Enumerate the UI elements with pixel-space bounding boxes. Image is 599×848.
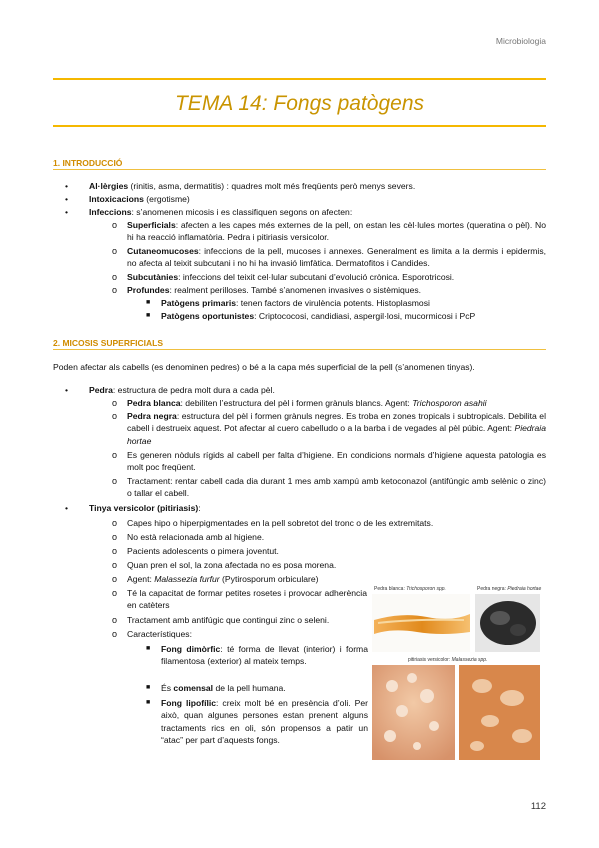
bullet: ■ (146, 684, 151, 691)
term: Patògens oportunistes (161, 311, 255, 321)
term: Infeccions (89, 207, 132, 217)
figure-caption: pitiriasis versicolor: Malassezia spp. (408, 657, 488, 663)
term: Fong lipofílic (161, 698, 217, 708)
bullet: • (65, 385, 69, 395)
title-rule-bottom (53, 125, 546, 127)
pitiriasis-photo-right (459, 665, 540, 760)
term: Pedra blanca (127, 398, 181, 408)
bullet: o (112, 574, 118, 584)
bullet: ■ (146, 312, 151, 319)
term: Pedra (89, 385, 113, 395)
section-heading-introduccio: 1. INTRODUCCIÓ (53, 158, 546, 170)
term: Superficials (127, 220, 176, 230)
item-text: : (198, 503, 201, 513)
bullet: ■ (146, 699, 151, 706)
bullet: o (112, 532, 118, 542)
bullet: o (112, 546, 118, 556)
page-title: TEMA 14: Fongs patògens (174, 92, 425, 115)
term: Pedra negra (127, 411, 177, 421)
term: Patògens primaris (161, 298, 236, 308)
agent-name: Trichosporon asahii (412, 398, 487, 408)
bullet: o (112, 476, 118, 486)
figure-photos (372, 586, 540, 760)
figure-micosis-photos (372, 586, 540, 760)
pedra-negra-photo (475, 594, 540, 652)
bullet: o (112, 398, 118, 408)
bullet: o (112, 560, 118, 570)
bullet: o (112, 285, 118, 295)
term: Cutaneomucoses (127, 246, 199, 256)
bullet: o (112, 411, 118, 421)
item-text: Tractament: rentar cabell cada dia durant 1 mes amb xampú amb ketoconazol (antifúngic amb selènic o zinc) o tallar el cabell. (127, 476, 546, 499)
bullet: o (112, 588, 118, 598)
item-text: Característiques: (127, 629, 192, 639)
item-text: : realment perilloses. També s’anomenen invasives o sistèmiques. (169, 285, 422, 295)
item-text: Pacients adolescents o pimera joventut. (127, 546, 279, 556)
item-text: : estructura del pèl i formen grànuls negres. Es troba en zones tropicals i subtropicals. Debilita el cabell i destrueix aquest. Pot afectar al cuero cabelludo o a la barba i de vegades al pèl púbic. Agent: (127, 411, 546, 434)
term: Fong dimòrfic (161, 644, 221, 654)
figure-caption: Pedra negra: Piedraia hortae (477, 586, 542, 592)
item-text: (ergotisme) (143, 194, 190, 204)
item-text: : estructura de pedra molt dura a cada pèl. (112, 385, 275, 395)
term: Intoxicacions (89, 194, 144, 204)
page-number: 112 (530, 801, 546, 812)
item-text: Capes hipo o hiperpigmentades en la pell sobretot del tronc o de les extremitats. (127, 518, 434, 528)
item-text: Quan pren el sol, la zona afectada no es posa morena. (127, 560, 337, 570)
agent-name: Malassezia furfur (154, 574, 220, 584)
item-text: (rinitis, asma, dermatitis) : quadres molt més freqüents però menys severs. (128, 181, 416, 191)
bullet: ■ (146, 299, 151, 306)
term: Profundes (127, 285, 170, 295)
bullet: • (65, 503, 69, 513)
item-text: Té la capacitat de formar petites rosetes i provocar adherència en catèters (127, 588, 367, 611)
item-text: : debiliten l’estructura del pèl i formen grànuls blancs. Agent: (180, 398, 413, 408)
figure-caption: Pedra blanca: Trichosporon spp. (374, 586, 446, 592)
item-text: : infeccions de la pell, mucoses i annexes. Generalment es limita a la dermis i epidermis, no afecta al teixit subcutani i no hi ha invasió limfàtica. Dermatofitos i Candides. (127, 246, 546, 269)
bullet: o (112, 615, 118, 625)
item-text: És (161, 683, 174, 693)
term: Tinya versicolor (pitiriasis) (89, 503, 199, 513)
bullet: • (65, 207, 69, 217)
running-header: Microbiologia (495, 36, 546, 46)
item-text: : creix molt bé en presència d’oli. Per això, quan algunes persones estan prenent alguns tractaments rics en oli, són propensos a patir un “atac” per part d’aquests fongs. (161, 698, 368, 746)
bullet: o (112, 272, 118, 282)
bullet: • (65, 181, 69, 191)
agent-name: Piedraia hortae (127, 423, 546, 446)
item-text: : infeccions del teixit cel·lular subcutani d’evolució crònica. Esporotricosi. (178, 272, 455, 282)
title-rule-top (53, 78, 546, 80)
item-text: de la pell humana. (213, 683, 286, 693)
term: comensal (173, 683, 214, 693)
item-text: Tractament amb antifúgic que contingui zinc o seleni. (127, 615, 330, 625)
item-text: Agent: (127, 574, 155, 584)
bullet: o (112, 220, 118, 230)
bullet: ■ (146, 645, 151, 652)
pedra-blanca-photo (372, 594, 470, 652)
item-text: : Criptococosi, candidiasi, aspergil·losi, mucormicosi i PcP (254, 311, 476, 321)
item-text: Es generen nòduls rígids al cabell per falta d’higiene. En condicions normals d’higiene aquesta patologia es molt poc freqüent. (127, 450, 546, 473)
item-text: (Pytirosporum orbiculare) (219, 574, 319, 584)
item-text: : s’anomenen micosis i es classifiquen segons on afecten: (131, 207, 353, 217)
item-text: No està relacionada amb al higiene. (127, 532, 265, 542)
term: Subcutànies (127, 272, 179, 282)
bullet: o (112, 518, 118, 528)
item-text: : afecten a les capes més externes de la pell, on estan les cèl·lules mortes (queratina o pèl). No hi ha reacció inflamatòria. Pedra i pitiriasis versicolor. (127, 220, 546, 243)
bullet: o (112, 450, 118, 460)
section-heading-micosis-superficials: 2. MICOSIS SUPERFICIALS (53, 338, 546, 350)
bullet: o (112, 629, 118, 639)
item-text: : tenen factors de virulència potents. Histoplasmosi (235, 298, 430, 308)
pitiriasis-photo-left (372, 665, 455, 760)
section-intro-paragraph: Poden afectar als cabells (es denominen pedres) o bé a la capa més superficial de la pell (s’anomenen tinyas). (53, 362, 475, 372)
bullet: o (112, 246, 118, 256)
bullet: • (65, 194, 69, 204)
item-text: : té forma de llevat (interior) i forma filamentosa (exterior) al mateix temps. (161, 644, 368, 667)
term: Al·lèrgies (89, 181, 129, 191)
